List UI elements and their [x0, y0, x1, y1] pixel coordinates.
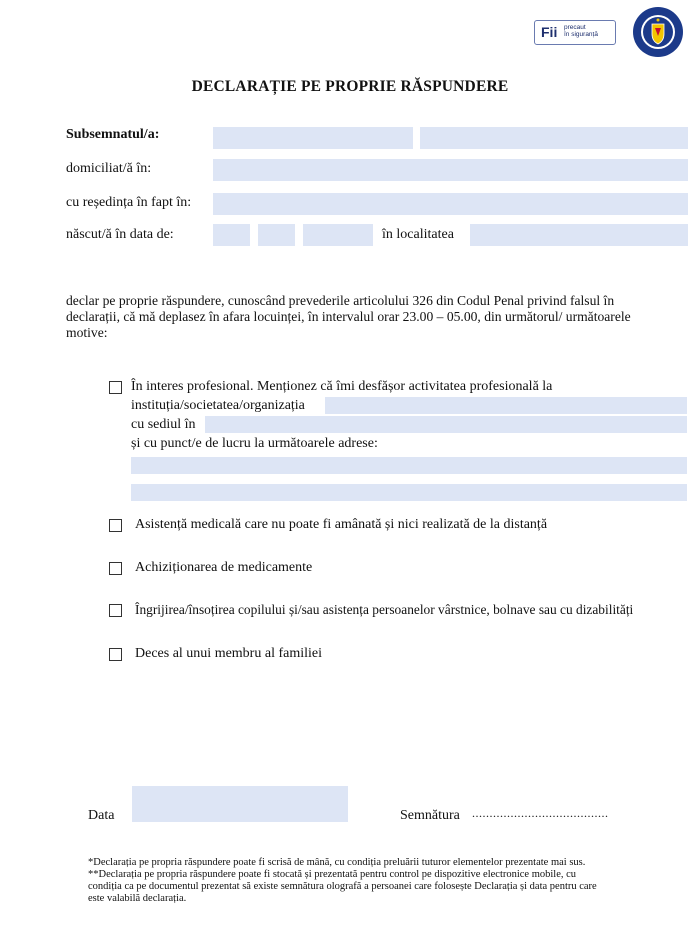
- residence-label: cu reședința în fapt în:: [66, 195, 192, 210]
- institution-label: instituția/societatea/organizația: [131, 398, 305, 413]
- domicile-field[interactable]: [213, 159, 688, 181]
- campaign-logo-big: Fii: [541, 24, 558, 40]
- birth-year-field[interactable]: [303, 224, 373, 246]
- last-name-field[interactable]: [420, 127, 688, 149]
- footnote-2-line-2: condiția ca pe documentul prezentat să existe semnătura olografă a persoanei care folosește Declarația și data pentru care: [88, 881, 597, 892]
- footnote-2-line-1: **Declarația pe propria răspundere poate fi stocată și prezentată pentru control pe dispozitive electronice mobile, cu: [88, 869, 577, 880]
- work-address-field-2[interactable]: [131, 484, 687, 501]
- professional-checkbox[interactable]: [109, 381, 122, 394]
- campaign-logo-small: precaut în siguranță: [564, 24, 598, 38]
- birth-month-field[interactable]: [258, 224, 295, 246]
- signature-label: Semnătura: [400, 808, 460, 823]
- name-label: Subsemnatul/a:: [66, 127, 160, 142]
- date-label: Data: [88, 808, 115, 823]
- death-checkbox[interactable]: [109, 648, 122, 661]
- declaration-paragraph: declar pe proprie răspundere, cunoscând prevederile articolului 326 din Codul Penal privind falsul în declarații, că mă deplasez în afara locuinței, în intervalul orar 23.00 – 05.00, din următorul/ următoarele motive:: [66, 293, 631, 340]
- date-field[interactable]: [132, 786, 348, 822]
- document-title: DECLARAȚIE PE PROPRIE RĂSPUNDERE: [191, 78, 509, 95]
- care-option-label: Îngrijirea/însoțirea copilului și/sau asistența persoanelor vârstnice, bolnave sau cu dizabilități: [135, 602, 634, 617]
- medicine-checkbox[interactable]: [109, 562, 122, 575]
- professional-option-label: În interes profesional. Menționez că îmi desfășor activitatea profesională la: [131, 379, 553, 394]
- birth-locality-field[interactable]: [470, 224, 688, 246]
- birth-date-label: născut/ă în data de:: [66, 227, 174, 242]
- domicile-label: domiciliat/ă în:: [66, 161, 152, 176]
- institution-field[interactable]: [325, 397, 687, 414]
- first-name-field[interactable]: [213, 127, 413, 149]
- headquarters-label: cu sediul în: [131, 417, 196, 432]
- work-addresses-label: și cu punct/e de lucru la următoarele adrese:: [131, 436, 378, 451]
- footnote-1: *Declarația pe propria răspundere poate fi scrisă de mână, cu condiția preluării tuturor elementelor prezentate mai sus.: [88, 857, 586, 868]
- signature-line: .......................................: [472, 806, 609, 820]
- medical-option-label: Asistență medicală care nu poate fi amânată și nici realizată de la distanță: [135, 517, 548, 532]
- death-option-label: Deces al unui membru al familiei: [135, 646, 322, 661]
- work-address-field-1[interactable]: [131, 457, 687, 474]
- government-seal-icon: [632, 6, 684, 58]
- locality-label: în localitatea: [382, 227, 454, 242]
- medicine-option-label: Achiziționarea de medicamente: [135, 560, 313, 575]
- campaign-logo: [534, 20, 616, 45]
- care-checkbox[interactable]: [109, 604, 122, 617]
- residence-field[interactable]: [213, 193, 688, 215]
- medical-checkbox[interactable]: [109, 519, 122, 532]
- birth-day-field[interactable]: [213, 224, 250, 246]
- headquarters-field[interactable]: [205, 416, 687, 433]
- footnote-2-line-3: este valabilă declarația.: [88, 893, 187, 904]
